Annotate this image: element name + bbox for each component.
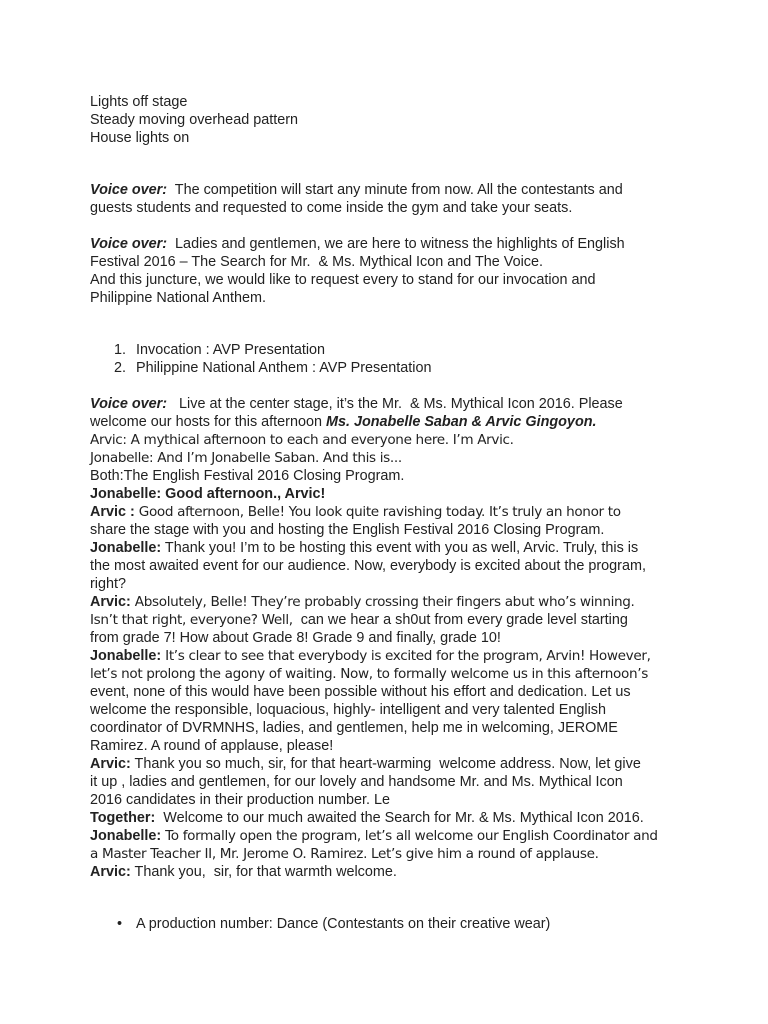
speaker-label: Jonabelle: <box>90 540 162 556</box>
bullet-icon: • <box>117 916 123 932</box>
speaker-label: Arvic: <box>90 756 131 772</box>
list-item <box>90 359 690 377</box>
voice-over-label: Voice over: <box>90 236 168 252</box>
script-line: coordinator of DVRMNHS, ladies, and gentlemen, help me in welcoming, JEROME <box>90 720 618 736</box>
script-line: event, none of this would have been possible without his effort and dedication. Let us <box>90 684 631 700</box>
speaker-label: Together: <box>90 810 156 826</box>
speaker-label: Arvic : <box>90 504 135 520</box>
script-line: welcome the responsible, loquacious, highly- intelligent and very talented English <box>90 702 606 718</box>
stage-direction-1: Lights off stage <box>90 94 188 110</box>
script-line: Arvic: A mythical afternoon to each and everyone here. I’m Arvic. <box>90 432 514 448</box>
stage-direction-3: House lights on <box>90 130 190 146</box>
speaker-label: Arvic: <box>90 864 131 880</box>
script-line: it up , ladies and gentlemen, for our lovely and handsome Mr. and Ms. Mythical Icon <box>90 774 623 790</box>
voice-over-text: Ladies and gentlemen, we are here to witness the highlights of English <box>167 236 625 252</box>
script-line: from grade 7! How about Grade 8! Grade 9 and finally, grade 10! <box>90 630 501 646</box>
script-line: Jonabelle: And I’m Jonabelle Saban. And this is... <box>90 450 402 466</box>
script-text: Isn’t that right, everyone? Well, <box>90 612 297 628</box>
speaker-label: Jonabelle: <box>90 648 162 664</box>
list-item <box>90 341 690 359</box>
list-number: 1. <box>114 342 127 358</box>
script-line: the most awaited event for our audience. Now, everybody is excited about the program, <box>90 558 646 574</box>
host-names: Ms. Jonabelle Saban & Arvic Gingoyon. <box>325 414 597 430</box>
voice-over-text: Philippine National Anthem. <box>90 290 266 306</box>
script-line: let’s not prolong the agony of waiting. Now, to formally welcome us in this afternoon’s <box>90 666 648 682</box>
list-item <box>90 915 690 933</box>
voice-over-text: Festival 2016 – The Search for Mr. & Ms. Mythical Icon and The Voice. <box>90 254 543 270</box>
script-line: 2016 candidates in their production number. Le <box>90 792 391 808</box>
speaker-label: Jonabelle: <box>90 828 162 844</box>
script-text: Thank you so much, sir, for that heart-warming welcome address. Now, let give <box>130 756 641 772</box>
list-text: Philippine National Anthem : AVP Presentation <box>136 360 432 376</box>
speaker-label: Arvic: <box>90 594 131 610</box>
voice-over-text: Live at the center stage, it’s the Mr. & Ms. Mythical Icon 2016. Please <box>167 396 623 412</box>
stage-directions <box>90 93 690 147</box>
script-line: right? <box>90 576 126 592</box>
script-line: Both:The English Festival 2016 Closing Program. <box>90 468 405 484</box>
script-text: Thank you, sir, for that warmth welcome. <box>130 864 397 880</box>
bullet-list <box>90 915 690 933</box>
list-number: 2. <box>114 360 127 376</box>
voice-over-1 <box>90 181 690 217</box>
script-text: Thank you! I’m to be hosting this event with you as well, Arvic. Truly, this is <box>161 540 639 556</box>
script-line: Jonabelle: Good afternoon., Arvic! <box>90 486 326 502</box>
document-page <box>90 93 690 933</box>
program-list <box>90 341 690 377</box>
script-text: Welcome to our much awaited the Search for Mr. & Ms. Mythical Icon 2016. <box>155 810 644 826</box>
stage-direction-2: Steady moving overhead pattern <box>90 112 298 128</box>
script-text: It’s clear to see that everybody is excited for the program, Arvin! However, <box>161 648 651 664</box>
voice-over-label: Voice over: <box>90 396 168 412</box>
script-line: Ramirez. A round of applause, please! <box>90 738 334 754</box>
script-text: can we hear a sh0ut from every grade level starting <box>296 612 628 628</box>
list-text: Invocation : AVP Presentation <box>136 342 326 358</box>
script-line: share the stage with you and hosting the English Festival 2016 Closing Program. <box>90 522 605 538</box>
voice-over-3 <box>90 395 690 431</box>
voice-over-text: The competition will start any minute from now. All the contestants and <box>167 182 623 198</box>
voice-over-text: welcome our hosts for this afternoon <box>90 414 326 430</box>
voice-over-text: And this juncture, we would like to request every to stand for our invocation and <box>90 272 596 288</box>
voice-over-label: Voice over: <box>90 182 168 198</box>
script-text: To formally open the program, let’s all welcome our English Coordinator and <box>161 828 658 844</box>
voice-over-text: guests students and requested to come inside the gym and take your seats. <box>90 200 573 216</box>
voice-over-2 <box>90 235 690 307</box>
script-line: a Master Teacher II, Mr. Jerome O. Ramirez. Let’s give him a round of applause. <box>90 846 599 862</box>
host-script <box>90 431 690 881</box>
script-text: Absolutely, Belle! They’re probably crossing their fingers abut who’s winning. <box>130 594 635 610</box>
script-text: Good afternoon, Belle! You look quite ravishing today. It’s truly an honor to <box>134 504 621 520</box>
list-text: A production number: Dance (Contestants on their creative wear) <box>136 916 551 932</box>
